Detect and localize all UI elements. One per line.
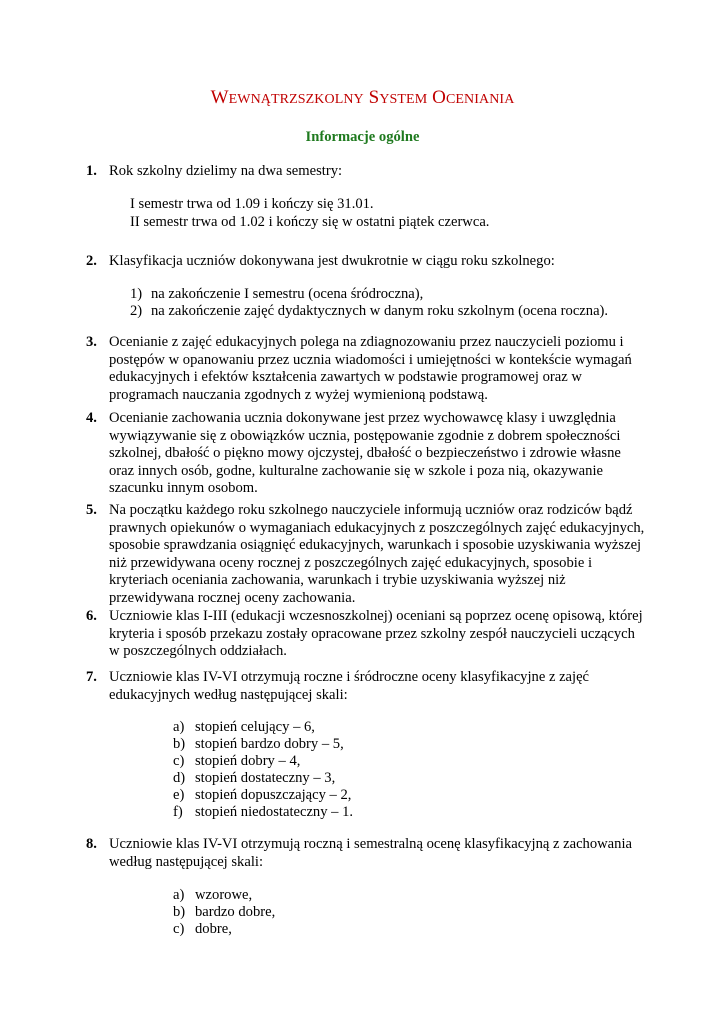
sub-item xyxy=(173,787,351,805)
sub-item xyxy=(173,753,300,771)
sub-item-text: na zakończenie I semestru (ocena śródroczna), xyxy=(151,286,424,302)
item-number: 1. xyxy=(86,163,97,179)
title-word-1-cap: W xyxy=(210,87,229,108)
sub-item-label: c) xyxy=(173,921,185,937)
item-text: Uczniowie klas IV-VI otrzymują roczną i semestralną ocenę klasyfikacyjną z zachowania według następującej skali: xyxy=(109,836,632,870)
sub-item xyxy=(173,904,275,922)
sub-item-text: stopień dobry – 4, xyxy=(195,753,301,769)
document-subtitle: Informacje ogólne xyxy=(305,129,420,145)
sub-item xyxy=(173,804,353,822)
semester-line-1: I semestr trwa od 1.09 i kończy się 31.01. xyxy=(130,196,374,212)
item-number: 7. xyxy=(86,669,97,685)
sub-item-text: stopień dostateczny – 3, xyxy=(195,770,336,786)
sub-item-text: stopień bardzo dobry – 5, xyxy=(195,736,344,752)
list-item-1 xyxy=(86,163,646,181)
sub-item xyxy=(173,921,232,939)
item-text: Rok szkolny dzielimy na dwa semestry: xyxy=(109,163,343,179)
sub-item-label: 2) xyxy=(130,303,143,319)
item-number: 3. xyxy=(86,334,97,350)
sub-item-label: b) xyxy=(173,904,186,920)
list-item-8 xyxy=(86,836,646,871)
item-text: Klasyfikacja uczniów dokonywana jest dwukrotnie w ciągu roku szkolnego: xyxy=(109,253,555,269)
sub-item xyxy=(173,770,335,788)
sub-item-label: a) xyxy=(173,719,185,735)
list-item-7 xyxy=(86,669,646,704)
item-number: 4. xyxy=(86,410,97,426)
sub-item-label: b) xyxy=(173,736,186,752)
title-word-1-rest: EWNĄTRZSZKOLNY xyxy=(228,92,364,107)
sub-item xyxy=(173,719,315,737)
sub-item-label: e) xyxy=(173,787,185,803)
sub-item-text: stopień dopuszczający – 2, xyxy=(195,787,352,803)
list-item-4 xyxy=(86,410,646,498)
item-number: 8. xyxy=(86,836,97,852)
sub-item-text: bardzo dobre, xyxy=(195,904,276,920)
list-item-5 xyxy=(86,502,646,607)
sub-item-label: 1) xyxy=(130,286,143,302)
list-item-3 xyxy=(86,334,646,404)
sub-item-text: stopień celujący – 6, xyxy=(195,719,315,735)
sub-item-text: wzorowe, xyxy=(195,887,253,903)
item-text: Uczniowie klas IV-VI otrzymują roczne i śródroczne oceny klasyfikacyjne z zajęć edukacyjnych według następującej skali: xyxy=(109,669,590,703)
title-word-2-rest: YSTEM xyxy=(379,92,428,107)
sub-item-label: a) xyxy=(173,887,185,903)
sub-item-label: d) xyxy=(173,770,186,786)
title-word-3-rest: CENIANIA xyxy=(445,92,515,107)
list-item-2 xyxy=(86,253,646,271)
sub-item-text: dobre, xyxy=(195,921,232,937)
sub-item xyxy=(130,303,608,321)
item-number: 6. xyxy=(86,608,97,624)
item-text: Ocenianie z zajęć edukacyjnych polega na zdiagnozowaniu przez nauczycieli poziomu i postępów w opanowaniu przez ucznia wiadomości i umiejętności w kontekście wymagań edukacyjnych i efektów kształcenia zawartych w podstawie programowej oraz w programach nauczania zgodnych z wyżej wymienioną podstawą. xyxy=(109,334,632,403)
list-item-6 xyxy=(86,608,646,661)
sub-item xyxy=(130,286,423,304)
sub-item-text: na zakończenie zajęć dydaktycznych w danym roku szkolnym (ocena roczna). xyxy=(151,303,609,319)
item-text: Na początku każdego roku szkolnego nauczyciele informują uczniów oraz rodziców bądź prawnych opiekunów o wymaganiach edukacyjnych z poszczególnych zajęć edukacyjnych, sposobie sprawdzania osiągnięć edukacyjnych, warunkach i sposobie uzyskiwania wyższej niż przewidywana oceny rocznej z poszczególnych zajęć edukacyjnych, sposobie i kryteriach oceniania zachowania, warunkach i trybie uzyskiwania wyższej niż przewidywana rocznej oceny zachowania. xyxy=(109,502,645,606)
sub-item-label: c) xyxy=(173,753,185,769)
item-text: Uczniowie klas I-III (edukacji wczesnoszkolnej) oceniani są poprzez ocenę opisową, której kryteria i sposób przekazu zostały opracowane przez szkolny zespół nauczycieli uczących w poszczególnych oddziałach. xyxy=(109,608,643,659)
sub-item xyxy=(173,887,252,905)
item-number: 2. xyxy=(86,253,97,269)
item-text: Ocenianie zachowania ucznia dokonywane jest przez wychowawcę klasy i uwzględnia wywiązywanie się z obowiązków ucznia, postępowanie zgodnie z dobrem społeczności szkolnej, dbałość o piękno mowy ojczystej, dbałość o bezpieczeństwo i zdrowie własne oraz innych osób, godne, kulturalne zachowanie się w szkole i poza nią, okazywanie szacunku innym osobom. xyxy=(109,410,621,496)
document-title xyxy=(0,89,725,109)
semester-line-2: II semestr trwa od 1.02 i kończy się w ostatni piątek czerwca. xyxy=(130,214,490,230)
title-word-2-cap: S xyxy=(368,87,380,108)
item-number: 5. xyxy=(86,502,97,518)
sub-item-text: stopień niedostateczny – 1. xyxy=(195,804,354,820)
sub-item xyxy=(173,736,344,754)
title-word-3-cap: O xyxy=(432,87,446,108)
sub-item-label: f) xyxy=(173,804,183,820)
